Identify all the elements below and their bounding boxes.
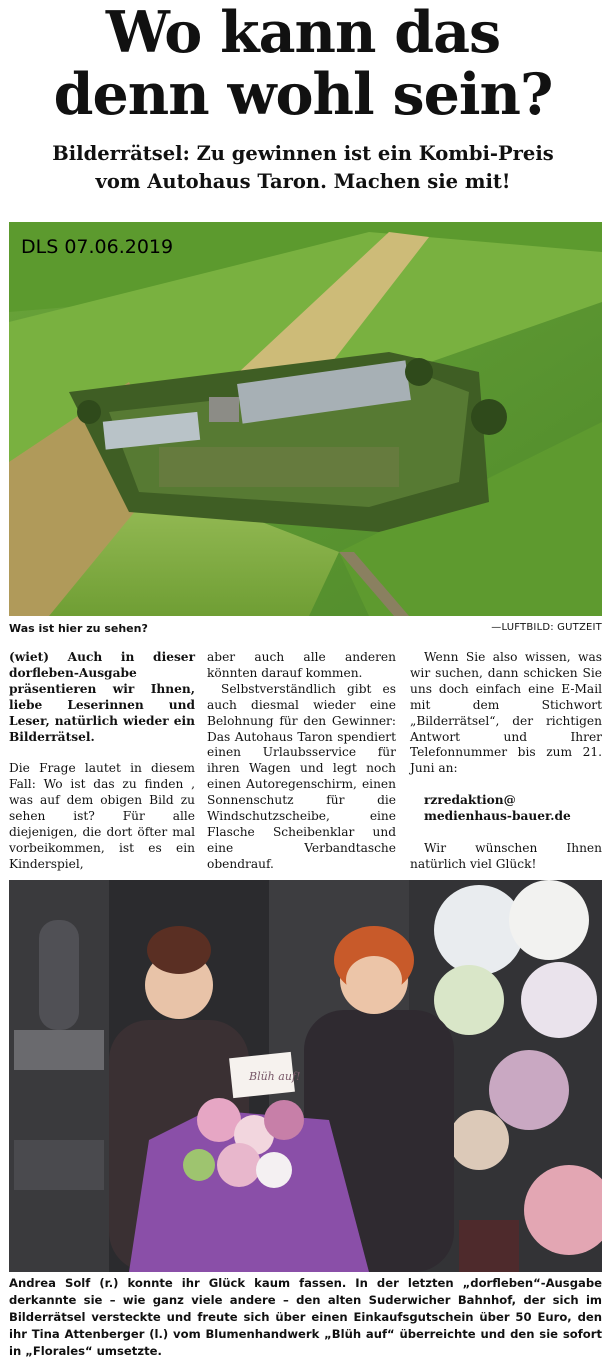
article-column-2 — [207, 650, 396, 873]
subheadline-line-1: Bilderrätsel: Zu gewinnen ist ein Kombi-Preis — [52, 142, 554, 165]
photo-credit: —LUFTBILD: GUTZEIT — [491, 622, 602, 633]
date-stamp: DLS 07.06.2019 — [21, 236, 174, 258]
aerial-field-illustration — [9, 222, 602, 616]
photo-caption-1 — [9, 622, 602, 638]
article-column-3 — [410, 650, 602, 873]
article-paragraph: Die Frage lautet in diesem Fall: Wo ist das zu finden , was auf dem obigen Bild zu sehen ist? Für alle diejenigen, die dort öfter mal vorbeikommen, ist es ein Kinderspiel, — [9, 761, 195, 871]
email-line-1: rzredaktion@ — [424, 793, 516, 808]
subheadline — [0, 140, 606, 196]
headline-line-1: Wo kann das — [105, 0, 501, 66]
article-column-1 — [9, 650, 195, 873]
article-lead: (wiet) Auch in dieser dorfleben-Ausgabe präsentieren wir Ihnen, liebe Leserinnen und Leser, natürlich wieder ein Bilderrätsel. — [9, 650, 195, 744]
aerial-photo — [9, 222, 602, 616]
greeting-card-text: Blüh auf! — [249, 1070, 301, 1083]
winner-photo — [9, 880, 602, 1272]
flower-shop-illustration — [9, 880, 602, 1272]
article-paragraph: Selbstverständlich gibt es auch diesmal wieder eine Belohnung für den Gewinner: Das Autohaus Taron spendiert einen Urlaubsservice für ihren Wagen und legt noch einen Autoregenschirm, einen Sonnenschutz für die Windschutzscheibe, eine Flasche Scheibenklar und eine Verbandtasche obendrauf. — [207, 681, 396, 871]
headline-line-2: denn wohl sein? — [53, 61, 553, 128]
headline — [0, 2, 606, 126]
photo-caption-2: Andrea Solf (r.) konnte ihr Glück kaum fassen. In der letzten „dorfleben“-Ausgabe derkannte sie – wie ganz viele andere – den alten Suderwicher Bahnhof, der sich im Bilderrätsel versteckte und freute sich über einen Einkaufsgutschein über 50 Euro, den ihr Tina Attenberger (l.) vom Blumenhandwerk „Blüh auf“ überreichte und den sie sofort in „Florales“ umsetzte. — [9, 1276, 602, 1358]
email-address — [410, 793, 602, 825]
article-paragraph: Wir wünschen Ihnen natürlich viel Glück! — [410, 841, 602, 871]
caption-question: Was ist hier zu sehen? — [9, 622, 148, 635]
article-paragraph: Wenn Sie also wissen, was wir suchen, dann schicken Sie uns doch einfach eine E-Mail mit dem Stichwort „Bilderrätsel“, der richtigen Antwort und Ihrer Telefonnummer bis zum 21. Juni an: — [410, 650, 602, 776]
article-paragraph: aber auch alle anderen könnten darauf kommen. — [207, 650, 396, 680]
subheadline-line-2: vom Autohaus Taron. Machen sie mit! — [95, 170, 511, 193]
email-line-2: medienhaus-bauer.de — [424, 809, 571, 824]
